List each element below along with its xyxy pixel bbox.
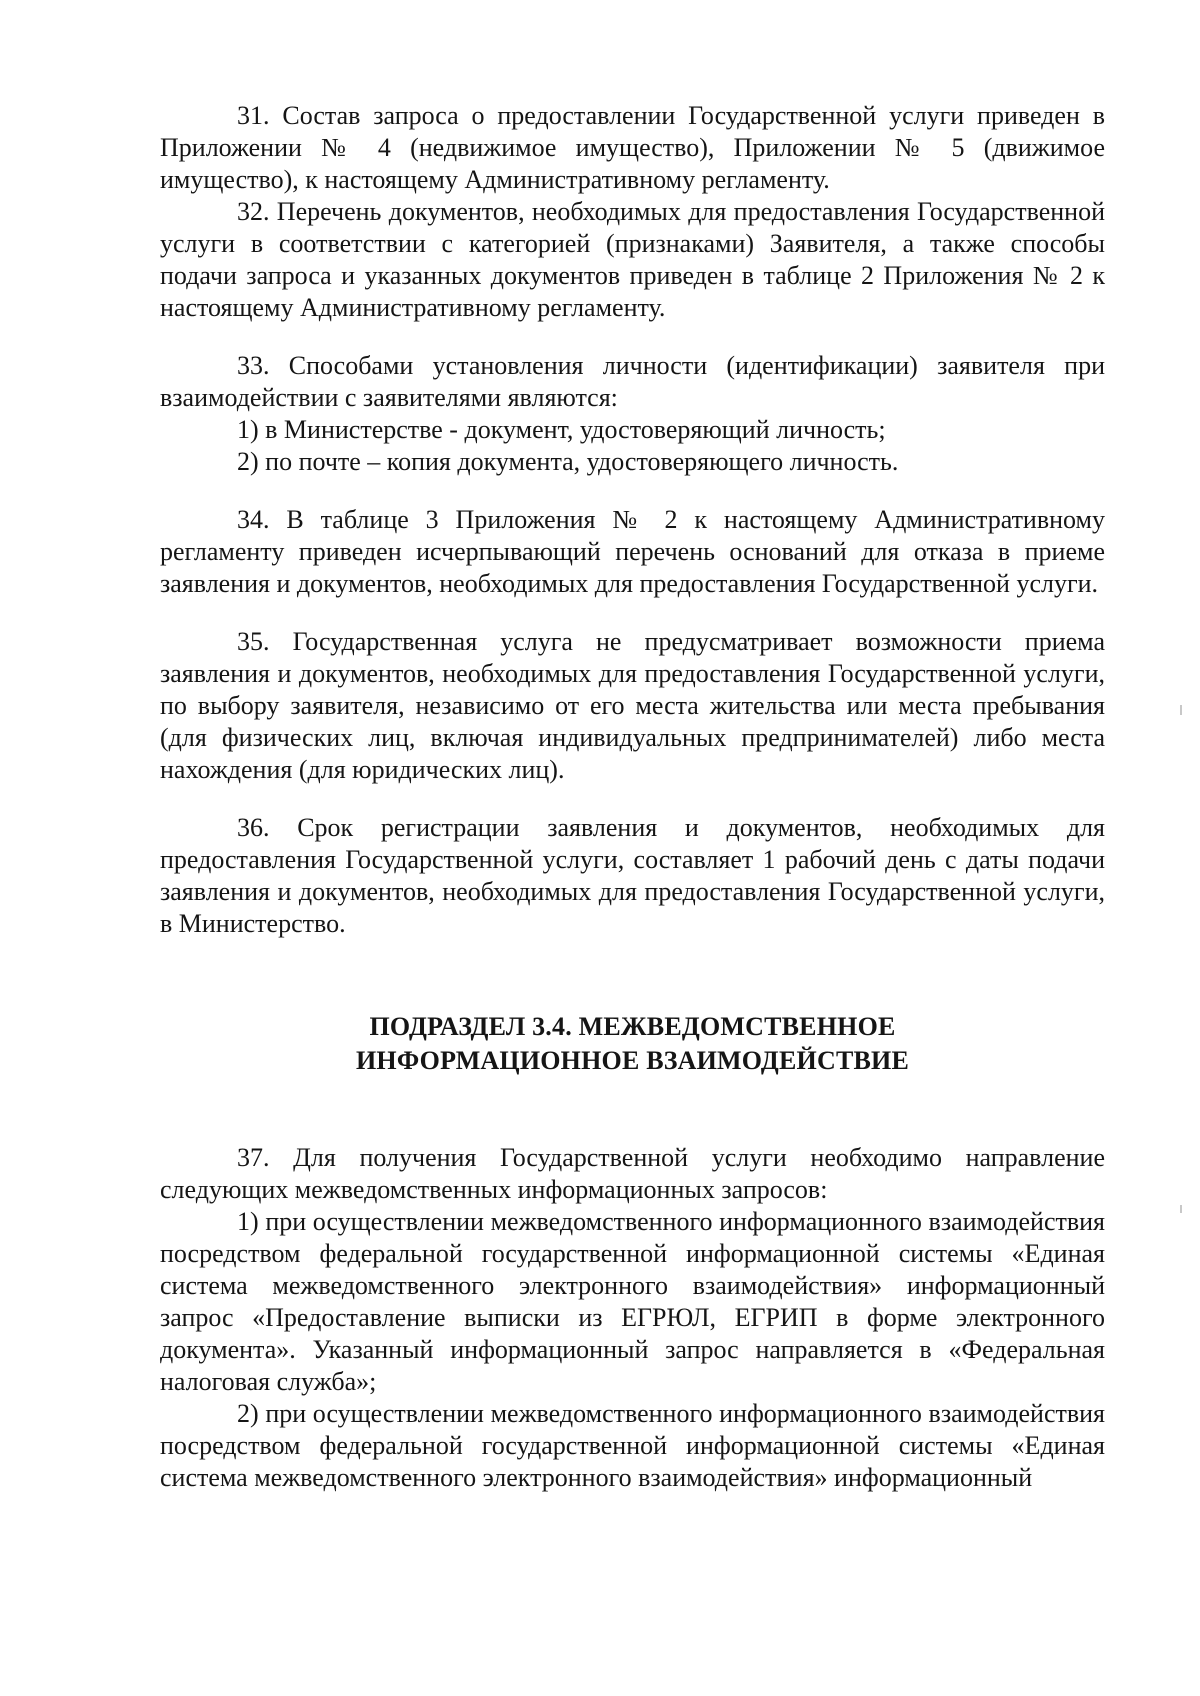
paragraph-36: 36. Срок регистрации заявления и документов, необходимых для предоставления Государственной услуги, составляет 1 рабочий день с даты подачи заявления и документов, необходимых для предоставления Государственной услуги, в Министерство. — [160, 813, 1105, 938]
document-body — [160, 100, 1105, 1494]
section-heading-line-2: ИНФОРМАЦИОННОЕ ВЗАИМОДЕЙСТВИЕ — [355, 1046, 910, 1075]
scan-mark — [1180, 705, 1182, 715]
paragraph-37-item-2: 2) при осуществлении межведомственного информационного взаимодействия посредством федеральной государственной информационной системы «Единая система межведомственного электронного взаимодействия» информационный — [160, 1399, 1105, 1492]
paragraph-34: 34. В таблице 3 Приложения № 2 к настоящему Административному регламенту приведен исчерпывающий перечень оснований для отказа в приеме заявления и документов, необходимых для предоставления Государственной услуги. — [160, 505, 1105, 598]
section-heading-line-1: ПОДРАЗДЕЛ 3.4. МЕЖВЕДОМСТВЕННОЕ — [369, 1012, 896, 1041]
paragraph-31: 31. Состав запроса о предоставлении Государственной услуги приведен в Приложении № 4 (недвижимое имущество), Приложении № 5 (движимое имущество), к настоящему Административному регламенту. — [160, 101, 1105, 194]
paragraph-37-item-1: 1) при осуществлении межведомственного информационного взаимодействия посредством федеральной государственной информационной системы «Единая система межведомственного электронного взаимодействия» информационный запрос «Предоставление выписки из ЕГРЮЛ, ЕГРИП в форме электронного документа». Указанный информационный запрос направляется в «Федеральная налоговая служба»; — [160, 1207, 1105, 1396]
paragraph-33-item-1: 1) в Министерстве - документ, удостоверяющий личность; — [237, 415, 886, 444]
section-heading — [160, 1010, 1105, 1078]
paragraph-32: 32. Перечень документов, необходимых для предоставления Государственной услуги в соответствии с категорией (признаками) Заявителя, а также способы подачи запроса и указанных документов приведен в таблице 2 Приложения № 2 к настоящему Административному регламенту. — [160, 197, 1105, 322]
paragraph-37: 37. Для получения Государственной услуги необходимо направление следующих межведомственных информационных запросов: — [160, 1143, 1105, 1204]
paragraph-33: 33. Способами установления личности (идентификации) заявителя при взаимодействии с заявителями являются: — [160, 351, 1105, 412]
paragraph-35: 35. Государственная услуга не предусматривает возможности приема заявления и документов, необходимых для предоставления Государственной услуги, по выбору заявителя, независимо от его места жительства или места пребывания (для физических лиц, включая индивидуальных предпринимателей) либо места нахождения (для юридических лиц). — [160, 627, 1105, 784]
scan-mark — [1180, 1205, 1182, 1213]
paragraph-33-item-2: 2) по почте – копия документа, удостоверяющего личность. — [237, 447, 899, 476]
